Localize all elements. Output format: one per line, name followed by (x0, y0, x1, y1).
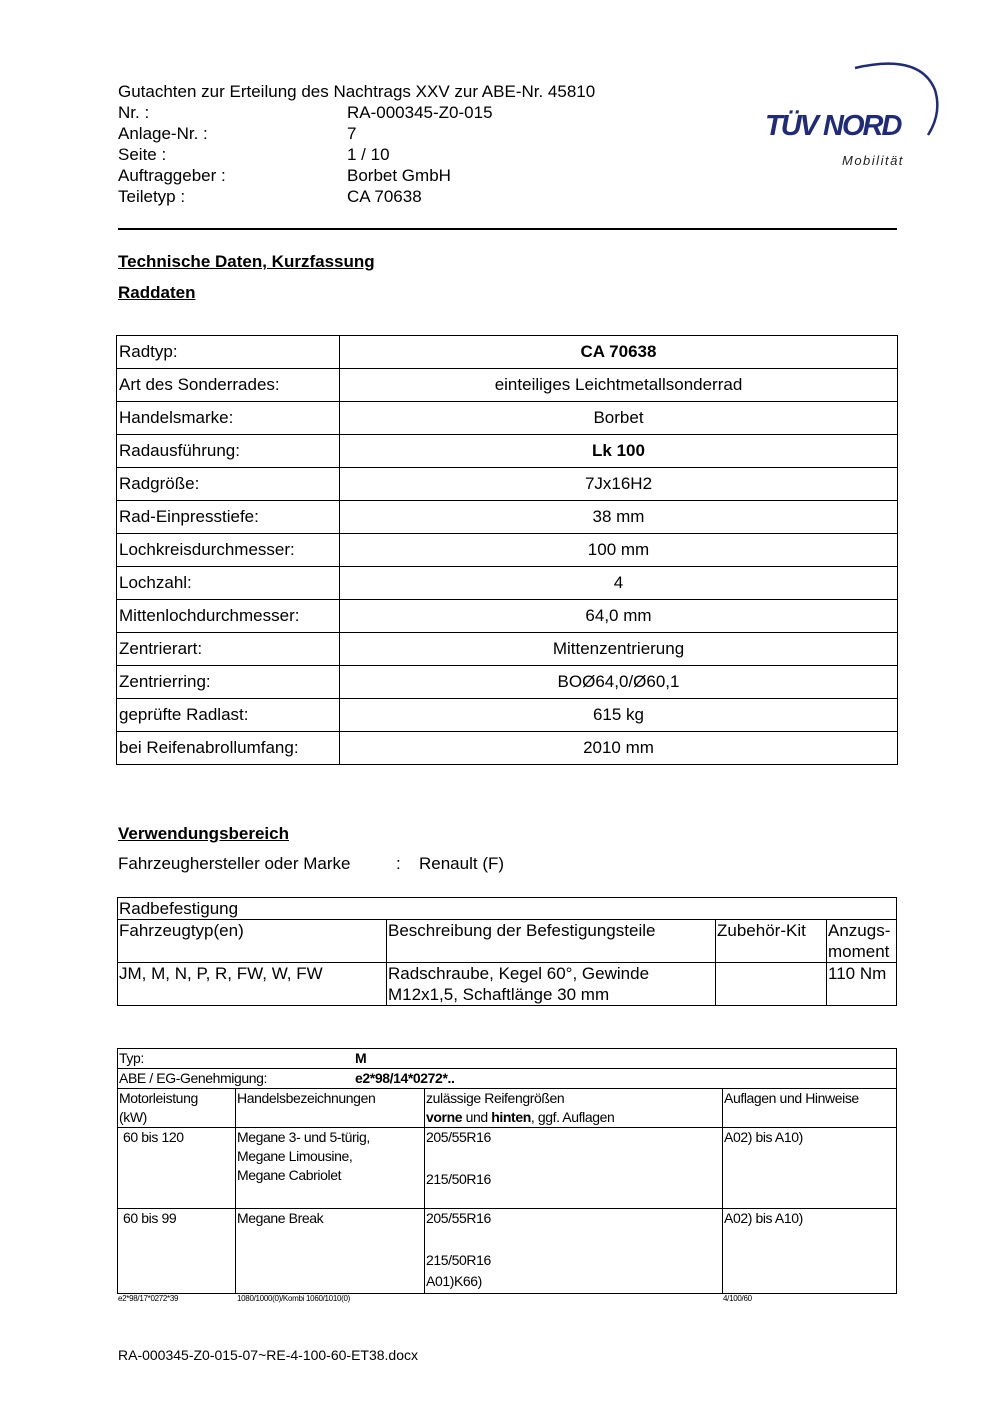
header-label: Nr. : (118, 103, 150, 122)
raddaten-value: 4 (340, 567, 898, 600)
table-row (117, 666, 898, 699)
table-row (118, 1069, 897, 1089)
raddaten-value: Borbet (340, 402, 898, 435)
table-header-row (118, 1089, 897, 1128)
table-row (118, 898, 897, 920)
header-row-auftraggeber (118, 165, 451, 186)
abe-label: ABE / EG-Genehmigung: (119, 1070, 268, 1086)
motorleistung-value: 60 bis 120 (123, 1129, 184, 1145)
cell-auflagen: A02) bis A10) (723, 1128, 897, 1209)
cell-reifengroessen (425, 1128, 723, 1209)
table-row (117, 534, 898, 567)
tuev-nord-logo (760, 55, 945, 175)
cell-anzugsmoment: 110 Nm (827, 963, 897, 1006)
header-label: Teiletyp : (118, 187, 186, 206)
raddaten-value: Lk 100 (340, 435, 898, 468)
table-row (117, 435, 898, 468)
raddaten-table (116, 335, 898, 765)
cell-reifengroessen (425, 1209, 723, 1294)
footer-filename: RA-000345-Z0-015-07~RE-4-100-60-ET38.docx (118, 1347, 418, 1363)
cell-handelsbezeichnungen (236, 1128, 425, 1209)
handelsbezeichnung: Megane Cabriolet (237, 1167, 342, 1183)
raddaten-value: 100 mm (340, 534, 898, 567)
manufacturer-colon: : (396, 854, 401, 873)
raddaten-label: Handelsmarke: (117, 402, 340, 435)
header-motorleistung-1: Motorleistung (119, 1090, 198, 1106)
raddaten-value: einteiliges Leichtmetallsonderrad (340, 369, 898, 402)
header-auflagen: Auflagen und Hinweise (723, 1089, 897, 1128)
cell-beschreibung (387, 963, 716, 1006)
section-raddaten: Raddaten (118, 283, 196, 302)
handelsbezeichnung: Megane Limousine, (237, 1148, 353, 1164)
cell-auflagen: A02) bis A10) (723, 1209, 897, 1294)
table-row (117, 501, 898, 534)
raddaten-value: BOØ64,0/Ø60,1 (340, 666, 898, 699)
header-label: Anlage-Nr. : (118, 124, 208, 143)
beschreibung-line-2: M12x1,5, Schaftlänge 30 mm (388, 985, 610, 1004)
header-row-anlage (118, 123, 356, 144)
header-reifen-1: zulässige Reifengrößen (426, 1090, 565, 1106)
raddaten-label: Zentrierring: (117, 666, 340, 699)
cell-zubehoer-kit (716, 963, 827, 1006)
reifengroesse: 215/50R16 (426, 1252, 491, 1268)
footnote-code-2: 1080/1000(0)/Kombi 1060/1010(0) (237, 1294, 351, 1303)
motorleistung-value: 60 bis 99 (123, 1210, 177, 1226)
raddaten-label: Mittenlochdurchmesser: (117, 600, 340, 633)
manufacturer-label: Fahrzeughersteller oder Marke (118, 854, 351, 873)
header-motorleistung-2: (kW) (119, 1109, 147, 1125)
reifengroesse: 205/55R16 (426, 1129, 491, 1145)
raddaten-value: 38 mm (340, 501, 898, 534)
header-value: 7 (347, 124, 357, 143)
raddaten-value: 7Jx16H2 (340, 468, 898, 501)
raddaten-value: 615 kg (340, 699, 898, 732)
section-verwendungsbereich: Verwendungsbereich (118, 824, 289, 843)
header-zubehoer-kit: Zubehör-Kit (716, 920, 827, 963)
raddaten-label: Radgröße: (117, 468, 340, 501)
raddaten-label: Lochzahl: (117, 567, 340, 600)
raddaten-value: 64,0 mm (340, 600, 898, 633)
cell-motorleistung (118, 1209, 236, 1294)
reifengroesse (426, 1230, 721, 1251)
abe-row (118, 1069, 897, 1089)
header-row-nr (118, 102, 493, 123)
header-row-seite (118, 144, 390, 165)
table-row (117, 633, 898, 666)
raddaten-label: Lochkreisdurchmesser: (117, 534, 340, 567)
raddaten-label: Radausführung: (117, 435, 340, 468)
typ-value: M (355, 1050, 367, 1066)
table-row (117, 699, 898, 732)
header-value: Borbet GmbH (347, 166, 451, 185)
typ-table (117, 1048, 897, 1294)
abe-value: e2*98/14*0272*.. (355, 1070, 455, 1086)
header-value: RA-000345-Z0-015 (347, 103, 493, 122)
header-reifen-vorne: vorne (426, 1109, 463, 1125)
reifengroesse: 215/50R16 (426, 1171, 491, 1187)
raddaten-label: bei Reifenabrollumfang: (117, 732, 340, 765)
raddaten-label: Rad-Einpresstiefe: (117, 501, 340, 534)
cell-fahrzeugtypen: JM, M, N, P, R, FW, W, FW (118, 963, 387, 1006)
table-row (118, 1128, 897, 1209)
raddaten-value: 2010 mm (340, 732, 898, 765)
radbefestigung-title: Radbefestigung (118, 898, 897, 920)
header-reifen-hinten: hinten (491, 1109, 531, 1125)
typ-row (118, 1049, 897, 1069)
raddaten-value: Mittenzentrierung (340, 633, 898, 666)
raddaten-label: Radtyp: (117, 336, 340, 369)
table-row (117, 567, 898, 600)
raddaten-label: Art des Sonderrades: (117, 369, 340, 402)
beschreibung-line-1: Radschraube, Kegel 60°, Gewinde (388, 964, 650, 983)
table-row (117, 336, 898, 369)
table-row (117, 732, 898, 765)
manufacturer-value: Renault (F) (419, 854, 505, 873)
table-row (117, 600, 898, 633)
header-label: Seite : (118, 145, 167, 164)
radbefestigung-table (117, 897, 897, 1006)
table-row (118, 1209, 897, 1294)
header-reifen-rest: , ggf. Auflagen (530, 1109, 615, 1125)
header-divider (118, 228, 897, 230)
footnote-code-1: e2*98/17*0272*39 (118, 1294, 179, 1303)
reifengroesse (426, 1149, 721, 1170)
header-fahrzeugtyp: Fahrzeugtyp(en) (118, 920, 387, 963)
header-handelsbezeichnungen: Handelsbezeichnungen (236, 1089, 425, 1128)
manufacturer-line (118, 854, 505, 874)
logo-text: TÜV NORD (765, 110, 901, 142)
reifengroesse: A01)K66) (426, 1273, 482, 1289)
table-row (117, 402, 898, 435)
anzugsmoment-text: Anzugs-moment (828, 921, 891, 961)
logo-subtext: Mobilität (842, 153, 904, 168)
handelsbezeichnung: Megane 3- und 5-türig, (237, 1129, 370, 1145)
cell-motorleistung (118, 1128, 236, 1209)
logo-arc-icon (760, 55, 945, 175)
header-beschreibung: Beschreibung der Befestigungsteile (387, 920, 716, 963)
typ-label: Typ: (119, 1050, 144, 1066)
table-row (117, 468, 898, 501)
footnote-code-3: 4/100/60 (723, 1294, 752, 1303)
cell-handelsbezeichnungen (236, 1209, 425, 1294)
header-reifengroessen (425, 1089, 723, 1128)
header-motorleistung (118, 1089, 236, 1128)
handelsbezeichnung: Megane Break (237, 1210, 324, 1226)
header-label: Auftraggeber : (118, 166, 226, 185)
reifengroesse: 205/55R16 (426, 1210, 491, 1226)
section-technische-daten: Technische Daten, Kurzfassung (118, 252, 375, 271)
header-reifen-2 (426, 1108, 721, 1127)
document-title: Gutachten zur Erteilung des Nachtrags XXV zur ABE-Nr. 45810 (118, 82, 596, 101)
header-value: CA 70638 (347, 187, 422, 206)
header-row-teiletyp (118, 186, 422, 207)
table-row (118, 963, 897, 1006)
raddaten-label: Zentrierart: (117, 633, 340, 666)
table-row (118, 1049, 897, 1069)
table-header-row (118, 920, 897, 963)
raddaten-label: geprüfte Radlast: (117, 699, 340, 732)
header-value: 1 / 10 (347, 145, 390, 164)
header-reifen-und: und (462, 1109, 492, 1125)
header-anzugsmoment (827, 920, 897, 963)
table-row (117, 369, 898, 402)
raddaten-value: CA 70638 (340, 336, 898, 369)
